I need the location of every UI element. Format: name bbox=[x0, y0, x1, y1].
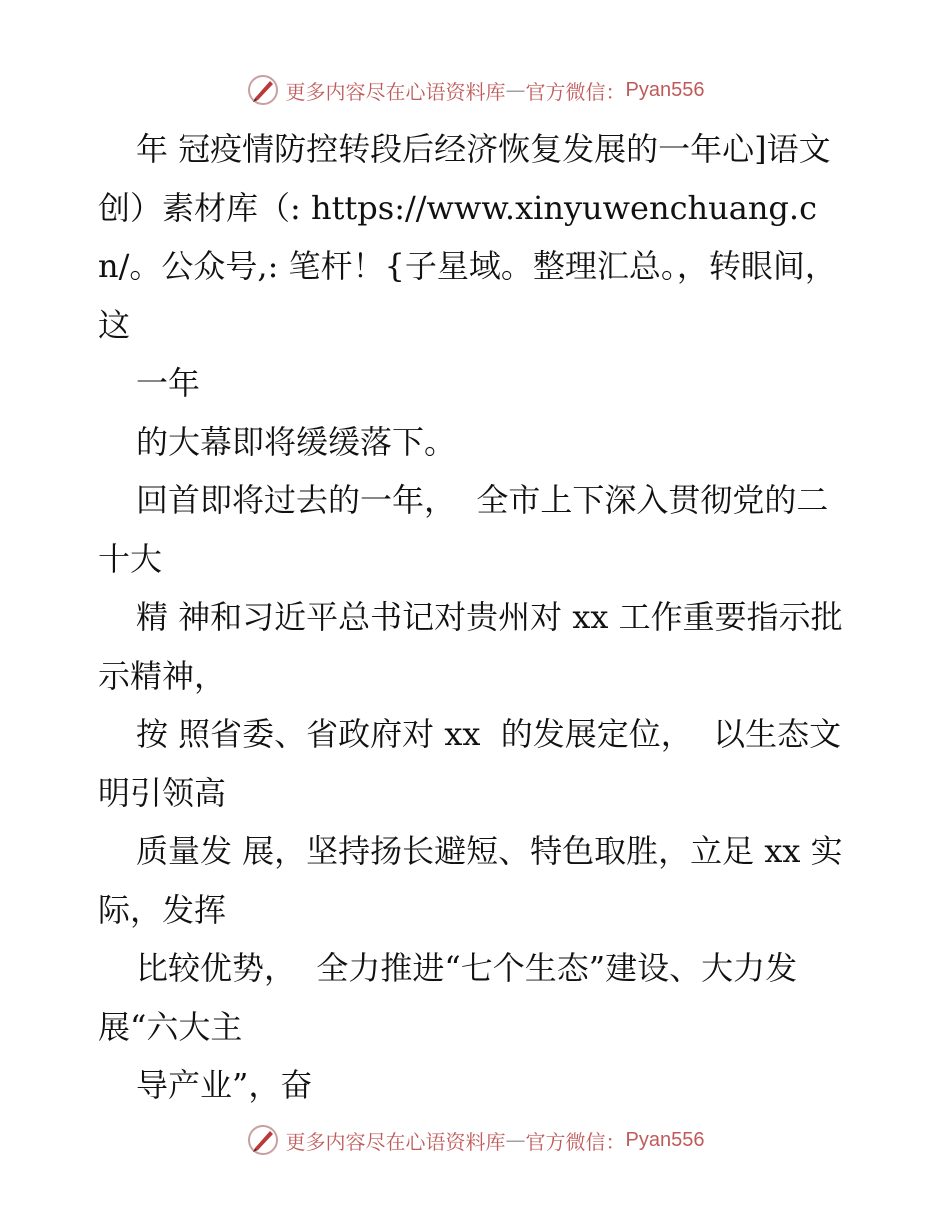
paragraph: 的大幕即将缓缓落下。 bbox=[136, 422, 457, 461]
paragraph: 精 神和习近平总书记对贵州对 xx 工作重要指示批示精神， bbox=[98, 598, 843, 695]
watermark-weixin-id: Pyan556 bbox=[625, 1128, 705, 1151]
header-watermark bbox=[0, 70, 950, 110]
watermark-separator: — bbox=[505, 78, 526, 102]
document-body bbox=[98, 120, 858, 1115]
quill-pen-logo-icon bbox=[246, 73, 280, 107]
footer-watermark bbox=[0, 1120, 950, 1160]
paragraph: 质量发 展，坚持扬长避短、特色取胜，立足 xx 实际，发挥 bbox=[98, 832, 843, 929]
quill-pen-logo-icon bbox=[246, 1123, 280, 1157]
paragraph: 比较优势， 全力推进“七个生态”建设、大力发展“六大主 bbox=[98, 949, 798, 1046]
paragraph: 回首即将过去的一年， 全市上下深入贯彻党的二十大 bbox=[98, 481, 829, 578]
paragraph: 按 照省委、省政府对 xx 的发展定位， 以生态文明引领高 bbox=[98, 715, 842, 812]
watermark-weixin-label: 官方微信： bbox=[525, 79, 626, 104]
watermark-site-text: 更多内容尽在心语资料库 bbox=[285, 1129, 506, 1154]
paragraph: 一年 bbox=[136, 364, 201, 402]
watermark-weixin-label: 官方微信： bbox=[525, 1129, 626, 1154]
paragraph: 年 冠疫情防控转段后经济恢复发展的一年心]语文创）素材库（: https://www.xinyuwenchuang.cn/。公众号,: 笔杆！{子星域。整理汇总。，转眼间，这 bbox=[98, 130, 837, 344]
watermark-weixin-id: Pyan556 bbox=[625, 78, 705, 101]
paragraph: 导产业”，奋 bbox=[136, 1066, 313, 1104]
watermark-site-text: 更多内容尽在心语资料库 bbox=[285, 79, 506, 104]
watermark-separator: — bbox=[505, 1128, 526, 1152]
